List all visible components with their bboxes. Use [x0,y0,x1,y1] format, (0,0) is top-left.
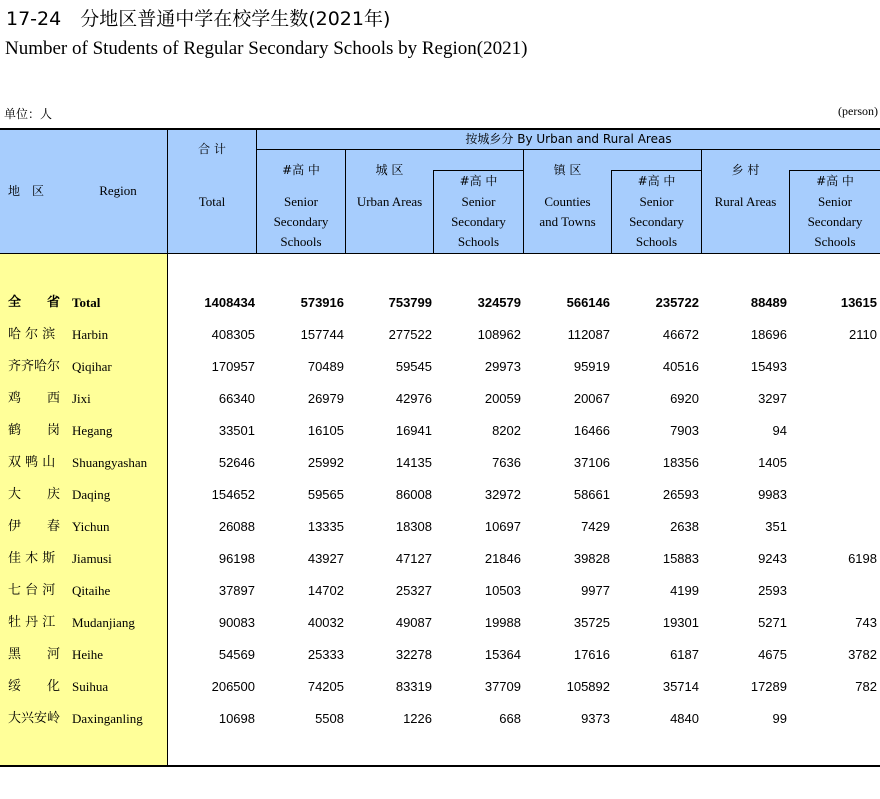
region-name-cn: 鹤 岗 [8,423,61,438]
header-towns-en-line: and Towns [539,214,596,229]
table-cell [792,415,877,447]
table-cell: 19301 [662,615,699,630]
table-cell: 7903 [670,423,699,438]
table-cell: 96198 [218,551,255,566]
header-region-en: Region [99,183,137,198]
table-cell: 2110 [849,327,877,342]
region-name-cn: 大兴安岭 [8,711,61,726]
table-row [0,543,880,575]
region-name-cn: 全 省 [8,295,61,310]
table-cell: 25327 [395,583,432,598]
table-cell: 3782 [848,647,877,662]
table-cell: 17289 [750,679,787,694]
table-cell: 105892 [566,679,610,694]
region-name-en: Shuangyashan [72,455,148,470]
table-cell: 33501 [218,423,255,438]
table-cell: 43927 [307,551,344,566]
header-senior-en-line: Secondary [807,214,863,229]
table-cell: 16466 [573,423,610,438]
table-cell: 37106 [573,455,610,470]
table-cell: 324579 [477,295,521,310]
table-cell: 782 [855,679,877,694]
header-senior-en-line: Senior [818,194,852,209]
region-name-en: Heihe [72,647,104,662]
header-senior-en-line: Senior [284,194,318,209]
region-name-cn: 双 鸭 山 [8,455,56,470]
table-cell: 40032 [307,615,344,630]
table-cell [792,447,877,479]
table-row [0,319,880,351]
region-name-en: Hegang [72,423,113,438]
region-name-en: Jiamusi [72,551,112,566]
table-cell: 29973 [484,359,521,374]
table-cell: 86008 [395,487,432,502]
table-cell: 32972 [484,487,521,502]
table-cell: 16105 [307,423,344,438]
table-cell: 2593 [758,583,787,598]
table-cell: 10697 [484,519,521,534]
region-name-cn: 黑 河 [8,647,61,662]
urban-rural-rule [256,149,880,150]
table-cell: 3297 [758,391,787,406]
table-cell: 4675 [758,647,787,662]
table-cell: 5508 [315,711,344,726]
table-cell: 277522 [388,327,432,342]
table-cell: 42976 [395,391,432,406]
table-cell: 94 [772,423,787,438]
table-cell: 108962 [477,327,521,342]
table-cell: 9373 [581,711,610,726]
table-cell: 15883 [662,551,699,566]
table-row [0,639,880,671]
table-cell: 154652 [211,487,255,502]
table-cell: 32278 [395,647,432,662]
region-name-en: Total [72,295,101,310]
table-cell [792,511,877,543]
table-cell: 58661 [573,487,610,502]
region-name-cn: 大 庆 [8,487,61,502]
header-bottom-rule [0,253,880,254]
table-cell: 1408434 [204,295,255,310]
header-towns-cn: 镇 区 [553,163,582,177]
page-title-english: Number of Students of Regular Secondary Schools by Region(2021) [5,38,528,59]
table-cell: 20059 [484,391,521,406]
table-cell: 668 [499,711,521,726]
table-cell: 49087 [395,615,432,630]
header-senior-en-line: Schools [280,234,322,249]
table-row [0,415,880,447]
region-name-cn: 绥 化 [8,679,61,694]
table-cell: 573916 [300,295,344,310]
table-cell: 26979 [307,391,344,406]
table-cell: 6920 [670,391,699,406]
header-towns-en-line: Counties [544,194,591,209]
table-cell: 95919 [573,359,610,374]
table-cell: 15493 [750,359,787,374]
table-cell: 753799 [388,295,432,310]
header-senior-cn: #高 中 [816,174,854,188]
table-cell: 74205 [307,679,344,694]
table-cell: 88489 [750,295,787,310]
table-cell: 6198 [848,551,877,566]
table-cell [792,703,877,735]
header-senior-en-line: Schools [814,234,856,249]
region-name-cn: 七 台 河 [8,583,56,598]
table-cell: 25992 [307,455,344,470]
header-urban-rural: 按城乡分 By Urban and Rural Areas [465,132,672,146]
header-urban-cn: 城 区 [375,163,404,177]
table-cell: 35714 [662,679,699,694]
header-senior-en-line: Secondary [273,214,329,229]
header-total-en: Total [198,194,226,209]
region-name-en: Qiqihar [72,359,112,374]
table-row [0,607,880,639]
table-row [0,575,880,607]
table-cell: 5271 [758,615,787,630]
table-row [0,479,880,511]
table-row [0,671,880,703]
header-senior-en-line: Senior [639,194,674,209]
table-cell: 9977 [581,583,610,598]
table-cell: 20067 [573,391,610,406]
table-cell: 1405 [758,455,787,470]
table-bottom-rule [0,765,880,767]
region-name-en: Yichun [72,519,110,534]
table-cell: 16941 [395,423,432,438]
table-cell: 37709 [484,679,521,694]
table-cell: 15364 [484,647,521,662]
table-cell [792,479,877,511]
table-cell: 35725 [573,615,610,630]
table-cell [792,575,877,607]
table-cell: 7429 [581,519,610,534]
table-cell: 83319 [395,679,432,694]
region-name-cn: 佳 木 斯 [8,551,56,566]
unit-label-english: (person) [838,104,878,118]
region-name-en: Jixi [72,391,91,406]
table-cell: 10698 [218,711,255,726]
table-row [0,447,880,479]
table-cell: 40516 [662,359,699,374]
header-senior-en-line: Senior [461,194,496,209]
region-name-en: Daqing [72,487,111,502]
table-row [0,383,880,415]
table-cell: 743 [855,615,877,630]
region-name-en: Suihua [72,679,109,694]
table-cell: 70489 [307,359,344,374]
table-cell: 157744 [300,327,344,342]
table-cell: 18308 [395,519,432,534]
table-cell [792,351,877,383]
table-row [0,703,880,735]
header-urban-en: Urban Areas [356,194,423,209]
table-cell: 17616 [573,647,610,662]
table-cell: 14135 [395,455,432,470]
region-name-en: Mudanjiang [72,615,135,630]
table-cell: 9243 [758,551,787,566]
table-cell: 26593 [662,487,699,502]
region-name-cn: 牡 丹 江 [8,615,56,630]
table-row [0,351,880,383]
region-name-cn: 哈 尔 滨 [8,327,56,342]
table-cell: 52646 [218,455,255,470]
table-cell: 7636 [492,455,521,470]
table-cell: 4840 [670,711,699,726]
table-cell: 566146 [566,295,610,310]
header-senior-en-line: Secondary [451,214,506,229]
table-cell: 112087 [567,327,610,342]
table-cell: 18696 [750,327,787,342]
table-cell: 99 [772,711,787,726]
table-cell: 14702 [307,583,344,598]
header-senior-cn: #高 中 [637,174,676,188]
header-total-cn: 合 计 [198,142,226,156]
region-name-cn: 伊 春 [8,519,61,534]
table-cell: 6187 [670,647,699,662]
table-cell: 408305 [211,327,255,342]
table-cell: 2638 [670,519,699,534]
table-cell: 25333 [307,647,344,662]
table-cell: 8202 [492,423,521,438]
table-cell: 21846 [484,551,521,566]
table-cell: 59545 [395,359,432,374]
unit-label-chinese: 单位：人 [4,107,53,121]
table-cell: 9983 [758,487,787,502]
table-cell: 206500 [211,679,255,694]
header-senior-en-line: Secondary [629,214,684,229]
header-senior-en-line: Schools [457,234,500,249]
header-senior-cn: #高 中 [459,174,498,188]
page-title-chinese: 17-24 分地区普通中学在校学生数(2021年) [6,8,391,30]
table-cell: 37897 [218,583,255,598]
header-region-cn: 地 区 [7,184,44,198]
table-cell: 18356 [662,455,699,470]
region-name-cn: 鸡 西 [8,391,61,406]
table-cell: 13615 [840,295,877,310]
region-name-en: Harbin [72,327,109,342]
header-rural-en: Rural Areas [714,194,777,209]
table-cell: 47127 [395,551,432,566]
table-cell: 26088 [218,519,255,534]
table-cell: 90083 [218,615,255,630]
table-cell: 351 [765,519,787,534]
table-cell: 170957 [211,359,255,374]
table-cell: 39828 [573,551,610,566]
table-cell: 10503 [484,583,521,598]
header-senior-en-line: Schools [635,234,678,249]
table-cell: 19988 [484,615,521,630]
table-cell: 59565 [307,487,344,502]
header-senior-cn: #高 中 [282,163,320,177]
table-cell: 46672 [662,327,699,342]
header-rural-cn: 乡 村 [731,163,760,177]
table-cell: 54569 [218,647,255,662]
region-name-en: Qitaihe [72,583,111,598]
table-cell: 66340 [218,391,255,406]
table-row-total [0,287,880,319]
region-name-en: Daxinganling [72,711,143,726]
table-row [0,511,880,543]
region-name-cn: 齐齐哈尔 [8,359,61,374]
table-cell: 4199 [670,583,699,598]
table-cell [792,383,877,415]
table-cell: 235722 [655,295,699,310]
table-cell: 1226 [403,711,432,726]
table-cell: 13335 [307,519,344,534]
